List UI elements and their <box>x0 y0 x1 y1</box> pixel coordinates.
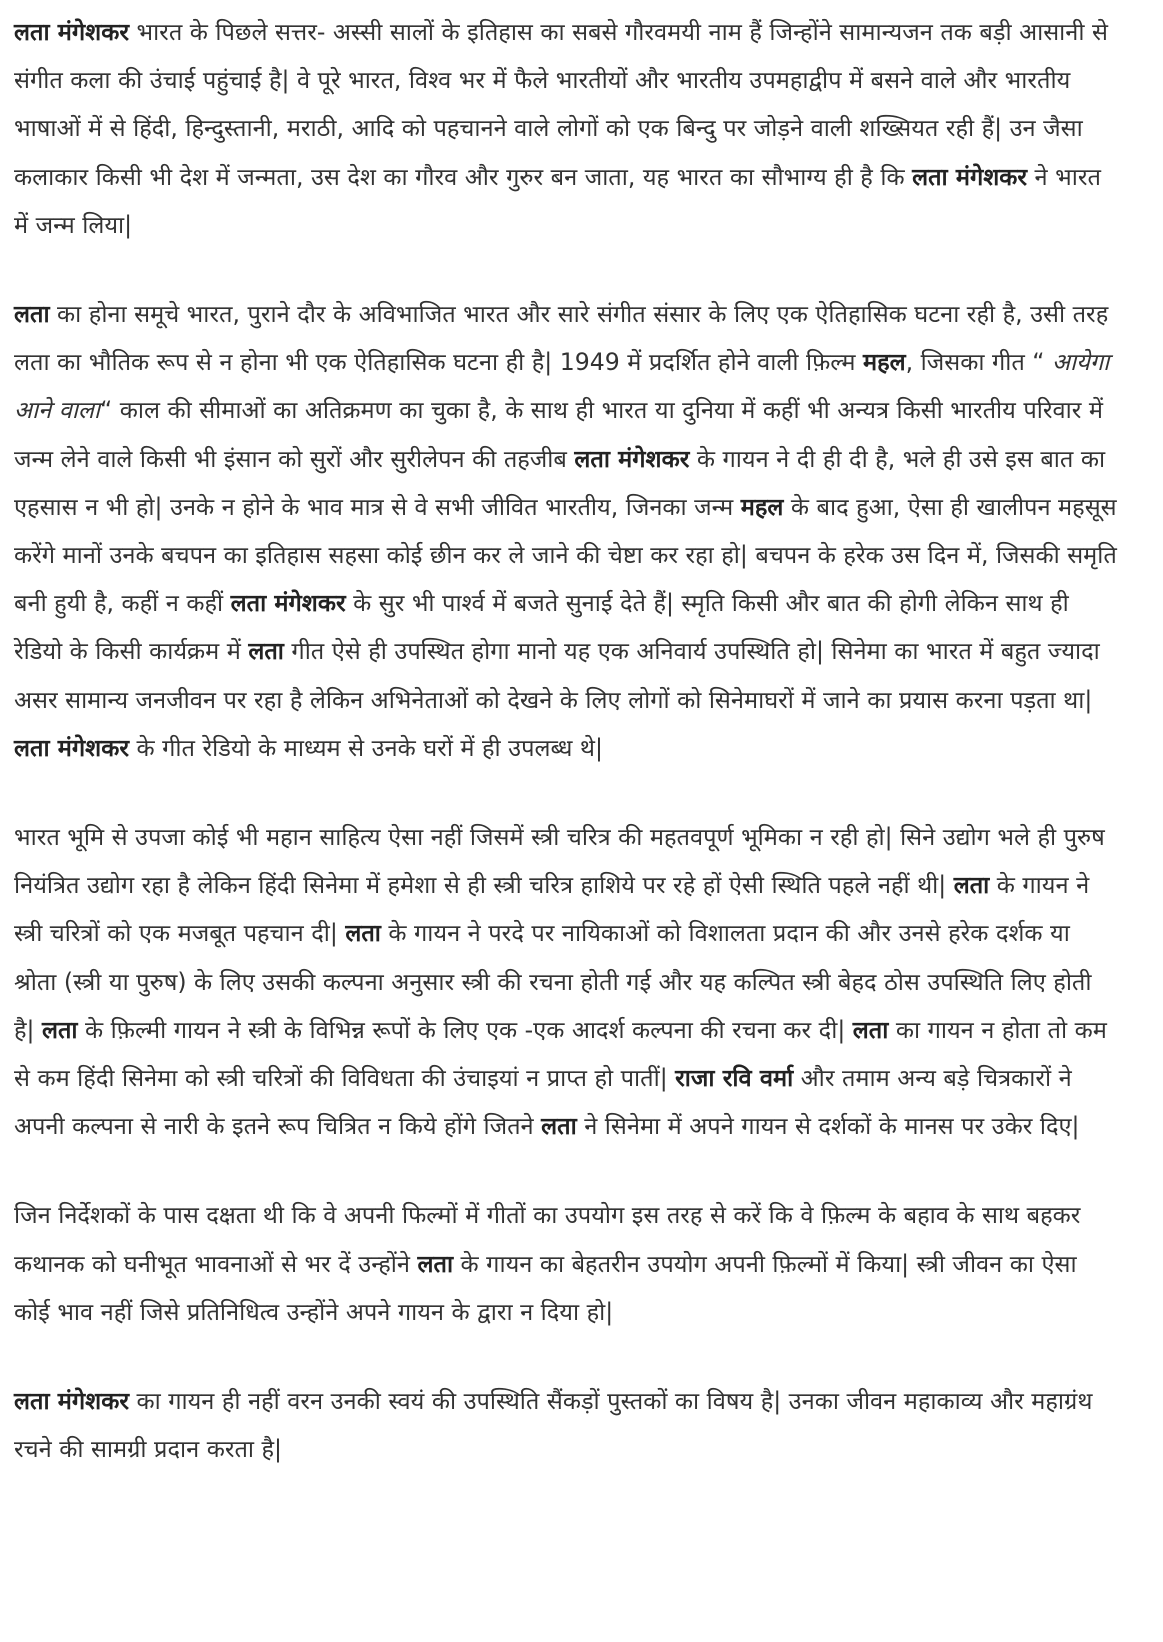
bold-name: लता <box>345 919 381 948</box>
paragraph-text: का गायन ही नहीं वरन उनकी स्वयं की उपस्थिति सैंकड़ों पुस्तकों का विषय है| उनका जीवन महाकाव्य और महाग्रंथ रचने की सामग्री प्रदान करता है| <box>14 1387 1093 1464</box>
bold-name: लता मंगेशकर <box>14 733 129 762</box>
bold-name: लता <box>417 1249 454 1278</box>
bold-name: लता मंगेशकर <box>14 18 129 46</box>
paragraph-text: का गायन न होता तो कम से कम हिंदी सिनेमा को स्त्री चरित्रों की विविधता की उंचाइयां न प्राप्त हो पातीं| <box>14 1015 1107 1093</box>
paragraph-text: के गायन ने परदे पर नायिकाओं को विशालता प्रदान की और उनसे हरेक दर्शक या श्रोता (स्त्री या पुरुष) के लिए उसकी कल्पना अनुसार स्त्री की रचना होती गई और यह कल्पित स्त्री बेहद ठोस उपस्थिति लिए होती है| <box>14 919 1092 1044</box>
paragraph-text: का होना समूचे भारत, पुराने दौर के अविभाजित भारत और सारे संगीत संसार के लिए एक ऐतिहासिक घटना रही है, उसी तरह लता का भौतिक रूप से न होना भी एक ऐतिहासिक घटना ही है| 1949 में प्रदर्शित होने वाली फ़िल्म <box>14 300 1109 377</box>
paragraph-1 <box>14 8 1117 249</box>
paragraph-text: के सुर भी पार्श्व में बजते सुनाई देते हैं| स्मृति किसी और बात की होगी लेकिन साथ ही रेडियो के किसी कार्यक्रम में <box>14 589 1069 666</box>
bold-name: लता मंगेशकर <box>574 444 690 473</box>
paragraph-text: और तमाम अन्य बड़े चित्रकारों ने अपनी कल्पना से नारी के इतने रूप चित्रित न किये होंगे जितने <box>14 1064 1072 1141</box>
paragraph-text: ने भारत में जन्म लिया| <box>14 162 1101 239</box>
paragraph-3 <box>14 813 1117 1150</box>
bold-film-title: महल <box>740 492 784 521</box>
bold-name: लता <box>541 1112 577 1141</box>
paragraph-text: , जिसका गीत “ <box>905 348 1053 377</box>
paragraph-text: के गायन ने स्त्री चरित्रों को एक मजबूत पहचान दी| <box>14 871 1090 948</box>
bold-name: लता मंगेशकर <box>14 1387 129 1416</box>
bold-name: लता <box>41 1015 78 1044</box>
paragraph-text: के गीत रेडियो के माध्यम से उनके घरों में ही उपलब्ध थे| <box>128 733 603 762</box>
bold-name: राजा रवि वर्मा <box>675 1064 794 1093</box>
paragraph-text: गीत ऐसे ही उपस्थित होगा मानो यह एक अनिवार्य उपस्थिति हो| सिनेमा का भारत में बहुत ज्यादा असर सामान्य जनजीवन पर रहा है लेकिन अभिनेताओं को देखने के लिए लोगों को सिनेमाघरों में जाने का प्रयास करना पड़ता था| <box>14 637 1100 714</box>
paragraph-text: ने सिनेमा में अपने गायन से दर्शकों के मानस पर उकेर दिए| <box>576 1112 1080 1141</box>
paragraph-text: के गायन ने दी ही दी है, भले ही उसे इस बात का एहसास न भी हो| उनके न होने के भाव मात्र से वे सभी जीवित भारतीय, जिनका जन्म <box>14 444 1106 521</box>
bold-film-title: महल <box>863 348 906 377</box>
bold-name: लता <box>852 1015 889 1044</box>
paragraph-text: भारत के पिछले सत्तर- अस्सी सालों के इतिहास का सबसे गौरवमयी नाम हैं जिन्होंने सामान्यजन तक बड़ी आसानी से संगीत कला की उंचाई पहुंचाई है| वे पूरे भारत, विश्व भर में फैले भारतीयों और भारतीय उपमहाद्वीप में बसने वाले और भारतीय भाषाओं में से हिंदी, हिन्दुस्तानी, मराठी, आदि को पहचानने वाले लोगों को एक बिन्दु पर जोड़ने वाली शख्सियत रही हैं| उन जैसा कलाकार किसी भी देश में जन्मता, उस देश का गौरव और गुरुर बन जाता, यह भारत का सौभाग्य ही है कि <box>14 18 1108 191</box>
paragraph-2 <box>14 290 1117 772</box>
bold-name: लता <box>14 300 50 329</box>
bold-name: लता <box>953 871 990 900</box>
paragraph-text: के गायन का बेहतरीन उपयोग अपनी फ़िल्मों में किया| स्त्री जीवन का ऐसा कोई भाव नहीं जिसे प्रतिनिधित्व उन्होंने अपने गायन के द्वारा न दिया हो| <box>14 1249 1077 1326</box>
paragraph-4 <box>14 1191 1117 1336</box>
bold-name: लता मंगेशकर <box>912 162 1028 191</box>
bold-name: लता <box>248 637 284 666</box>
paragraph-5 <box>14 1377 1117 1473</box>
paragraph-text: जिन निर्देशकों के पास दक्षता थी कि वे अपनी फिल्मों में गीतों का उपयोग इस तरह से करें कि वे फ़िल्म के बहाव के साथ बहकर कथानक को घनीभूत भावनाओं से भर दें उन्होंने <box>14 1201 1081 1278</box>
italic-song-title: आयेगा आने वाला <box>14 348 1110 425</box>
paragraph-text: के फ़िल्मी गायन ने स्त्री के विभिन्न रूपों के लिए एक -एक आदर्श कल्पना की रचना कर दी| <box>77 1015 853 1044</box>
paragraph-text: के बाद हुआ, ऐसा ही खालीपन महसूस करेंगे मानों उनके बचपन का इतिहास सहसा कोई छीन कर ले जाने की चेष्टा कर रहा हो| बचपन के हरेक उस दिन में, जिसकी समृति बनी हुयी है, कहीं न कहीं <box>14 492 1117 618</box>
paragraph-text: “ काल की सीमाओं का अतिक्रमण का चुका है, के साथ ही भारत या दुनिया में कहीं भी अन्यत्र किसी भारतीय परिवार में जन्म लेने वाले किसी भी इंसान को सुरों और सुरीलेपन की तहजीब <box>14 396 1103 473</box>
bold-name: लता मंगेशकर <box>230 589 346 618</box>
paragraph-text: भारत भूमि से उपजा कोई भी महान साहित्य ऐसा नहीं जिसमें स्त्री चरित्र की महतवपूर्ण भूमिका न रही हो| सिने उद्योग भले ही पुरुष नियंत्रित उद्योग रहा है लेकिन हिंदी सिनेमा में हमेशा से ही स्त्री चरित्र हाशिये पर रहे हों ऐसी स्थिति पहले नहीं थी| <box>14 823 1105 900</box>
